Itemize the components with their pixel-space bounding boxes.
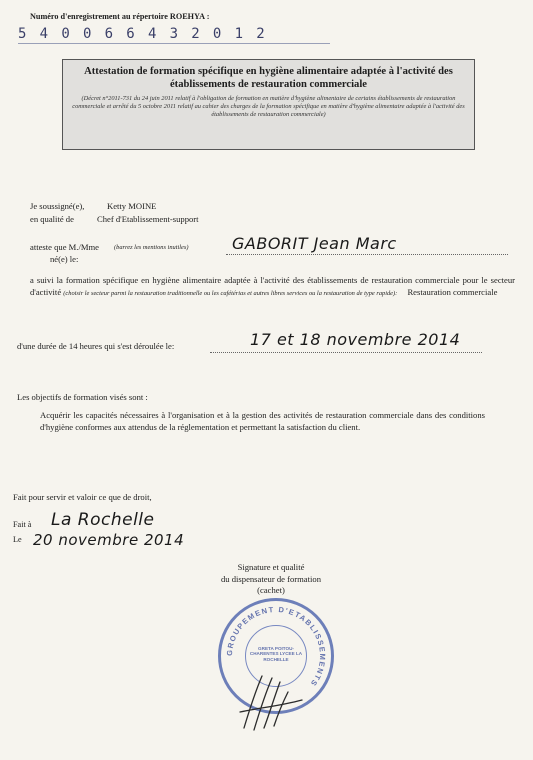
training-paragraph xyxy=(30,275,515,298)
title-box xyxy=(62,59,475,150)
signature-scribble-icon xyxy=(236,668,306,736)
signature-line-1: Signature et qualité xyxy=(237,562,305,572)
document-title: Attestation de formation spécifique en hygiène alimentaire adaptée à l'activité des établissements de restauration commerciale xyxy=(84,66,453,90)
sector-hint: (choisir le secteur parmi la restauration traditionnelle ou les cafétérias et autres libres services ou la restauration de type rapide): xyxy=(63,289,398,297)
registration-number: 5 4 0 0 6 6 4 3 2 0 1 2 xyxy=(18,26,330,44)
born-label: né(e) le: xyxy=(50,254,79,264)
stamp-ring-text: GROUPEMENT D'ETABLISSEMENTS xyxy=(224,604,328,689)
trainee-name: GABORIT Jean Marc xyxy=(232,234,397,253)
signatory-role: Chef d'Etablissement-support xyxy=(97,214,199,224)
objectives-label: Les objectifs de formation visés sont : xyxy=(17,392,148,402)
date-label: Le xyxy=(13,535,22,544)
training-dates: 17 et 18 novembre 2014 xyxy=(250,330,461,349)
duration-label: d'une durée de 14 heures qui s'est déroulée le: xyxy=(17,341,175,351)
signatory-role-label: en qualité de xyxy=(30,214,74,224)
strike-hint: (barrez les mentions inutiles) xyxy=(114,244,189,251)
objectives-text: Acquérir les capacités nécessaires à l'organisation et à la gestion des activités de restauration commerciale dans des conditions d'hygiène conformes aux attendus de la réglementation et permettant la satisfaction du client. xyxy=(40,410,485,433)
stamp-center: GRETA POITOU-CHARENTES LYCEE LA ROCHELLE xyxy=(245,625,307,687)
signature-line-2: du dispensateur de formation xyxy=(221,573,321,584)
atteste-label: atteste que M./Mme xyxy=(30,242,99,252)
closing-statement: Fait pour servir et valoir ce que de droit, xyxy=(13,492,152,502)
signatory-label: Je soussigné(e), xyxy=(30,201,85,211)
place-value: La Rochelle xyxy=(51,510,155,530)
date-value: 20 novembre 2014 xyxy=(33,531,185,549)
signature-block xyxy=(186,562,356,597)
place-label: Fait à xyxy=(13,520,32,529)
dates-line xyxy=(210,352,482,353)
registration-label: Numéro d'enregistrement au répertoire ROEHYA : xyxy=(30,12,210,21)
signatory-name: Ketty MOINE xyxy=(107,201,157,211)
signature-line-3: (cachet) xyxy=(257,585,285,596)
trainee-name-line xyxy=(226,254,508,255)
training-text: a suivi la formation spécifique en hygiène alimentaire adaptée à l'activité des établissements de restauration commerciale pour le secteur d'activité xyxy=(30,275,515,297)
decree-reference: (Décret n°2011-731 du 24 juin 2011 relatif à l'obligation de formation en matière d'hygiène alimentaire de certains établissements de restauration commerciale et arrêté du 5 octobre 2011 relatif au cahier des charges de la formation spécifique en matière d'hygiène alimentaire adaptée à l'activité des établissements de restauration commerciale) xyxy=(72,95,465,119)
sector-value: Restauration commerciale xyxy=(407,286,498,297)
